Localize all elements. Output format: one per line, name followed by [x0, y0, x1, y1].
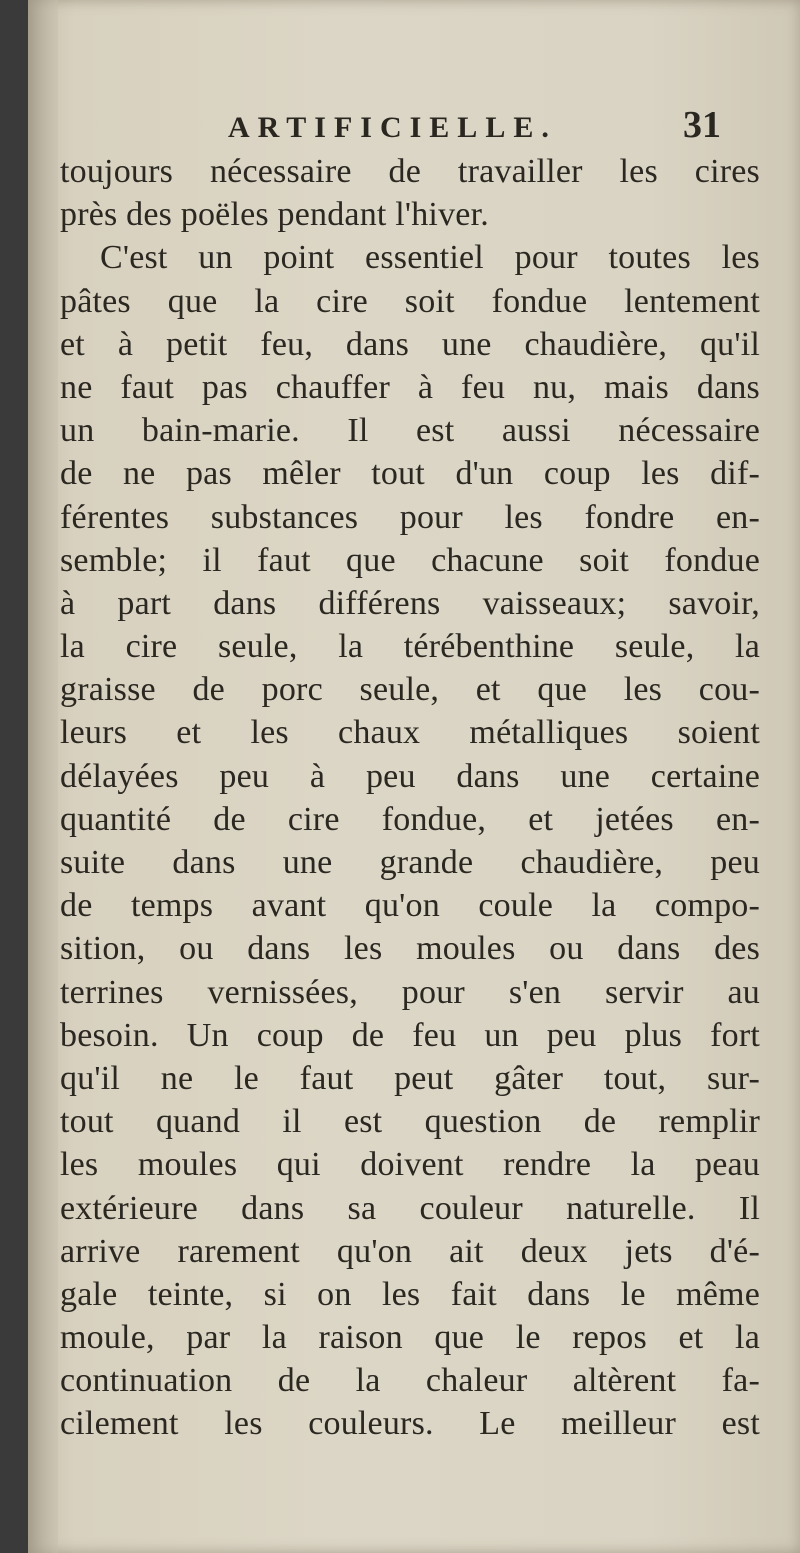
- text-line: graisse de porc seule, et que les cou-: [60, 671, 760, 709]
- page-gutter-shadow: [28, 0, 58, 1553]
- text-line: continuation de la chaleur altèrent fa-: [60, 1362, 760, 1400]
- body-text: [60, 150, 760, 1446]
- page-number: 31: [683, 104, 721, 146]
- text-line: sition, ou dans les moules ou dans des: [60, 930, 760, 968]
- text-line: tout quand il est question de remplir: [60, 1103, 760, 1141]
- text-line: terrines vernissées, pour s'en servir au: [60, 973, 760, 1011]
- text-line: la cire seule, la térébenthine seule, la: [60, 628, 760, 666]
- text-line: extérieure dans sa couleur naturelle. Il: [60, 1189, 760, 1227]
- text-line: de ne pas mêler tout d'un coup les dif-: [60, 455, 760, 493]
- text-line: C'est un point essentiel pour toutes les: [100, 239, 760, 277]
- text-line: de temps avant qu'on coule la compo-: [60, 887, 760, 925]
- text-line: pâtes que la cire soit fondue lentement: [60, 282, 760, 320]
- text-line: près des poëles pendant l'hiver.: [60, 196, 489, 234]
- text-line: moule, par la raison que le repos et la: [60, 1319, 760, 1357]
- text-line: toujours nécessaire de travailler les cires: [60, 153, 760, 190]
- text-line: qu'il ne le faut peut gâter tout, sur-: [60, 1059, 760, 1097]
- text-line: à part dans différens vaisseaux; savoir,: [60, 584, 760, 622]
- text-line: ne faut pas chauffer à feu nu, mais dans: [60, 368, 760, 406]
- text-line: cilement les couleurs. Le meilleur est: [60, 1405, 760, 1443]
- text-line: quantité de cire fondue, et jetées en-: [60, 800, 760, 838]
- text-line: arrive rarement qu'on ait deux jets d'é-: [60, 1232, 760, 1270]
- running-head: [28, 105, 800, 150]
- running-head-title: ARTIFICIELLE.: [228, 111, 557, 144]
- text-line: suite dans une grande chaudière, peu: [60, 844, 760, 881]
- text-line: gale teinte, si on les fait dans le même: [60, 1275, 760, 1313]
- text-line: semble; il faut que chacune soit fondue: [60, 541, 760, 579]
- text-line: et à petit feu, dans une chaudière, qu'il: [60, 325, 760, 363]
- text-line: besoin. Un coup de feu un peu plus fort: [60, 1016, 760, 1054]
- text-line: délayées peu à peu dans une certaine: [60, 757, 760, 795]
- book-page: [28, 0, 800, 1553]
- text-line: un bain-marie. Il est aussi nécessaire: [60, 412, 760, 450]
- text-line: leurs et les chaux métalliques soient: [60, 714, 760, 752]
- text-line: les moules qui doivent rendre la peau: [60, 1146, 760, 1184]
- text-line: férentes substances pour les fondre en-: [60, 498, 760, 536]
